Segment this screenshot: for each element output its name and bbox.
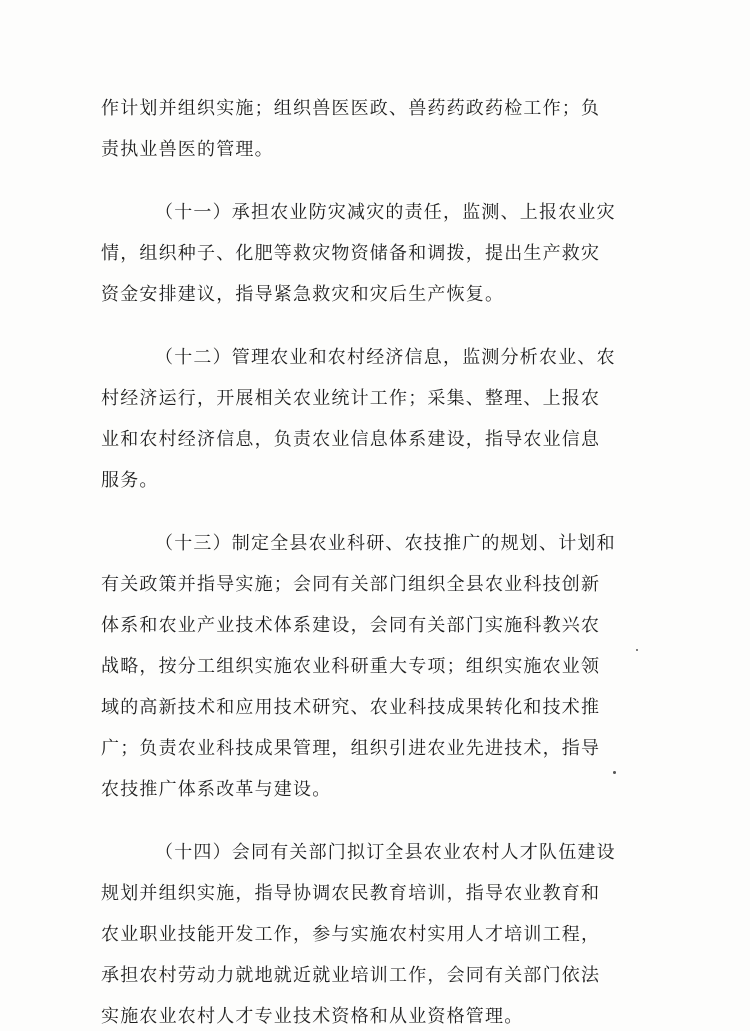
text-line: 农业职业技能开发工作，参与实施农村实用人才培训工程，: [101, 924, 601, 945]
text-line: 作计划并组织实施；组织兽医医政、兽药药政药检工作；负: [101, 98, 601, 119]
text-line: 实施农业农村人才专业技术资格和从业资格管理。: [101, 1006, 524, 1027]
text-line: 域的高新技术和应用技术研究、农业科技成果转化和技术推: [101, 697, 601, 718]
paragraph-item-12: [101, 345, 661, 493]
text-line: 业和农村经济信息，负责农业信息体系建设，指导农业信息: [101, 429, 601, 450]
text-line: 战略，按分工组织实施农业科研重大专项；组织实施农业领: [101, 656, 601, 677]
scan-speck: [613, 771, 616, 774]
text-line: 承担农村劳动力就地就近就业培训工作，会同有关部门依法: [101, 965, 601, 986]
text-line: 责执业兽医的管理。: [101, 139, 274, 160]
text-line: 农技推广体系改革与建设。: [101, 779, 332, 800]
document-body: [101, 96, 661, 1029]
paragraph-item-11: [101, 200, 661, 307]
text-line: （十二）管理农业和农村经济信息，监测分析农业、农: [155, 347, 616, 368]
text-line: （十三）制定全县农业科研、农技推广的规划、计划和: [155, 533, 616, 554]
text-line: 规划并组织实施，指导协调农民教育培训，指导农业教育和: [101, 883, 601, 904]
text-line: 广；负责农业科技成果管理，组织引进农业先进技术，指导: [101, 738, 601, 759]
text-line: 村经济运行，开展相关农业统计工作；采集、整理、上报农: [101, 388, 601, 409]
paragraph-item-13: [101, 531, 661, 802]
paragraph-item-14: [101, 840, 661, 1029]
text-line: 服务。: [101, 470, 159, 491]
text-line: （十一）承担农业防灾减灾的责任，监测、上报农业灾: [155, 202, 616, 223]
text-line: （十四）会同有关部门拟订全县农业农村人才队伍建设: [155, 842, 616, 863]
text-line: 体系和农业产业技术体系建设，会同有关部门实施科教兴农: [101, 615, 601, 636]
scan-speck: [636, 649, 638, 651]
paragraph-continuation: [101, 96, 661, 162]
text-line: 有关政策并指导实施；会同有关部门组织全县农业科技创新: [101, 574, 601, 595]
text-line: 资金安排建议，指导紧急救灾和灾后生产恢复。: [101, 284, 505, 305]
text-line: 情，组织种子、化肥等救灾物资储备和调拨，提出生产救灾: [101, 243, 601, 264]
